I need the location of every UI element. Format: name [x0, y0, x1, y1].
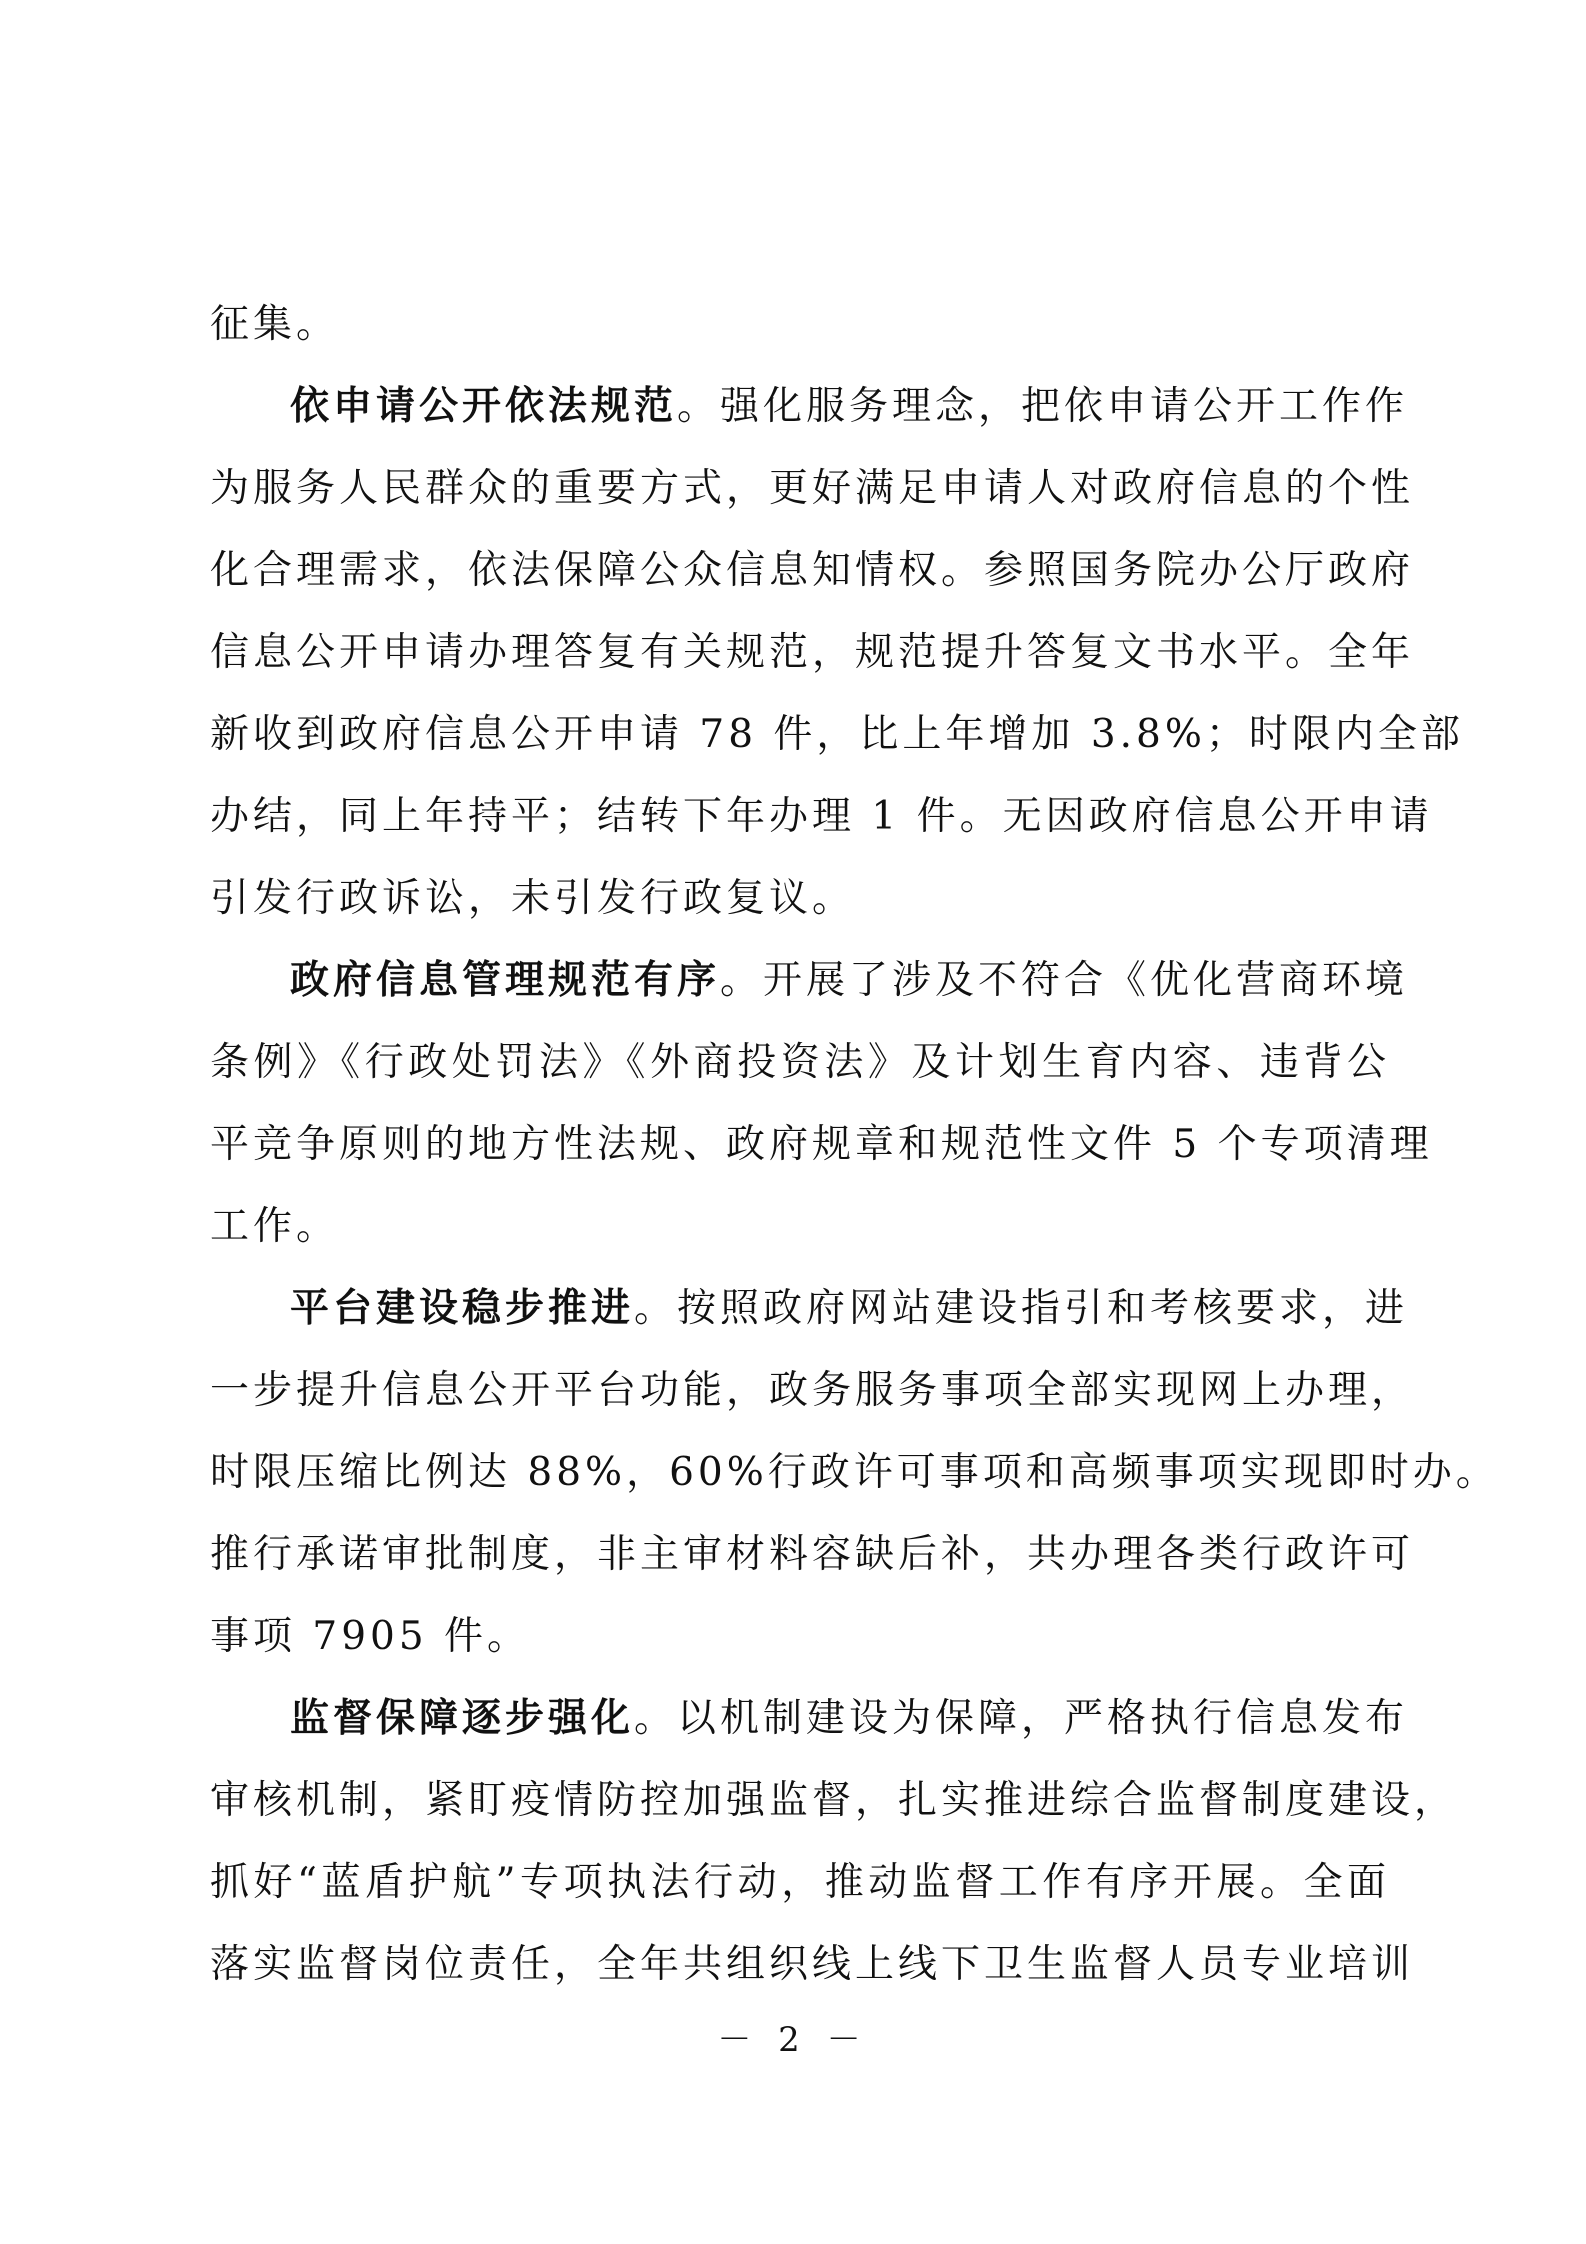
paragraph-line: 抓好“蓝盾护航”专项执法行动，推动监督工作有序开展。全面 [210, 1860, 1390, 1905]
paragraph-first-line [290, 1679, 1409, 1759]
paragraph-line: 事项 7905 件。 [210, 1614, 531, 1659]
paragraph-line: 时限压缩比例达 88%，60%行政许可事项和高频事项实现即时办。 [210, 1450, 1499, 1495]
paragraph-line: 推行承诺审批制度，非主审材料容缺后补，共办理各类行政许可 [210, 1532, 1415, 1577]
paragraph-line: 为服务人民群众的重要方式，更好满足申请人对政府信息的个性 [210, 466, 1415, 511]
paragraph-line [210, 285, 1390, 365]
paragraph-first-line [290, 1269, 1409, 1349]
paragraph-line: 工作。 [210, 1204, 340, 1249]
paragraph-text: 。开展了涉及不符合《优化营商环境 [720, 958, 1409, 1003]
paragraph-line: 审核机制，紧盯疫情防控加强监督，扎实推进综合监督制度建设， [210, 1778, 1458, 1823]
paragraph-first-line [290, 941, 1409, 1021]
page-number: － 2 － [717, 2020, 869, 2060]
paragraph-line: 引发行政诉讼，未引发行政复议。 [210, 876, 856, 921]
paragraph-heading: 平台建设稳步推进 [290, 1286, 635, 1331]
paragraph-line: 一步提升信息公开平台功能，政务服务事项全部实现网上办理， [210, 1368, 1415, 1413]
paragraph-line: 办结，同上年持平；结转下年办理 1 件。无因政府信息公开申请 [210, 794, 1433, 839]
paragraph-line: 新收到政府信息公开申请 78 件，比上年增加 3.8%；时限内全部 [210, 712, 1464, 757]
paragraph-first-line [290, 367, 1409, 447]
paragraph-line: 信息公开申请办理答复有关规范，规范提升答复文书水平。全年 [210, 630, 1415, 675]
paragraph-line: 落实监督岗位责任，全年共组织线上线下卫生监督人员专业培训 [210, 1942, 1415, 1987]
paragraph-heading: 依申请公开依法规范 [290, 384, 678, 429]
paragraph-text: 。按照政府网站建设指引和考核要求，进 [634, 1286, 1409, 1331]
paragraph-text: 。强化服务理念，把依申请公开工作作 [677, 384, 1409, 429]
paragraph-text: 征集。 [210, 302, 340, 347]
paragraph-line: 条例》《行政处罚法》《外商投资法》及计划生育内容、违背公 [210, 1040, 1390, 1085]
paragraph-line: 平竞争原则的地方性法规、政府规章和规范性文件 5 个专项清理 [210, 1122, 1433, 1167]
paragraph-heading: 监督保障逐步强化 [290, 1696, 635, 1741]
paragraph-text: 。以机制建设为保障，严格执行信息发布 [634, 1696, 1409, 1741]
paragraph-heading: 政府信息管理规范有序 [290, 958, 721, 1003]
paragraph-line: 化合理需求，依法保障公众信息知情权。参照国务院办公厅政府 [210, 548, 1415, 593]
